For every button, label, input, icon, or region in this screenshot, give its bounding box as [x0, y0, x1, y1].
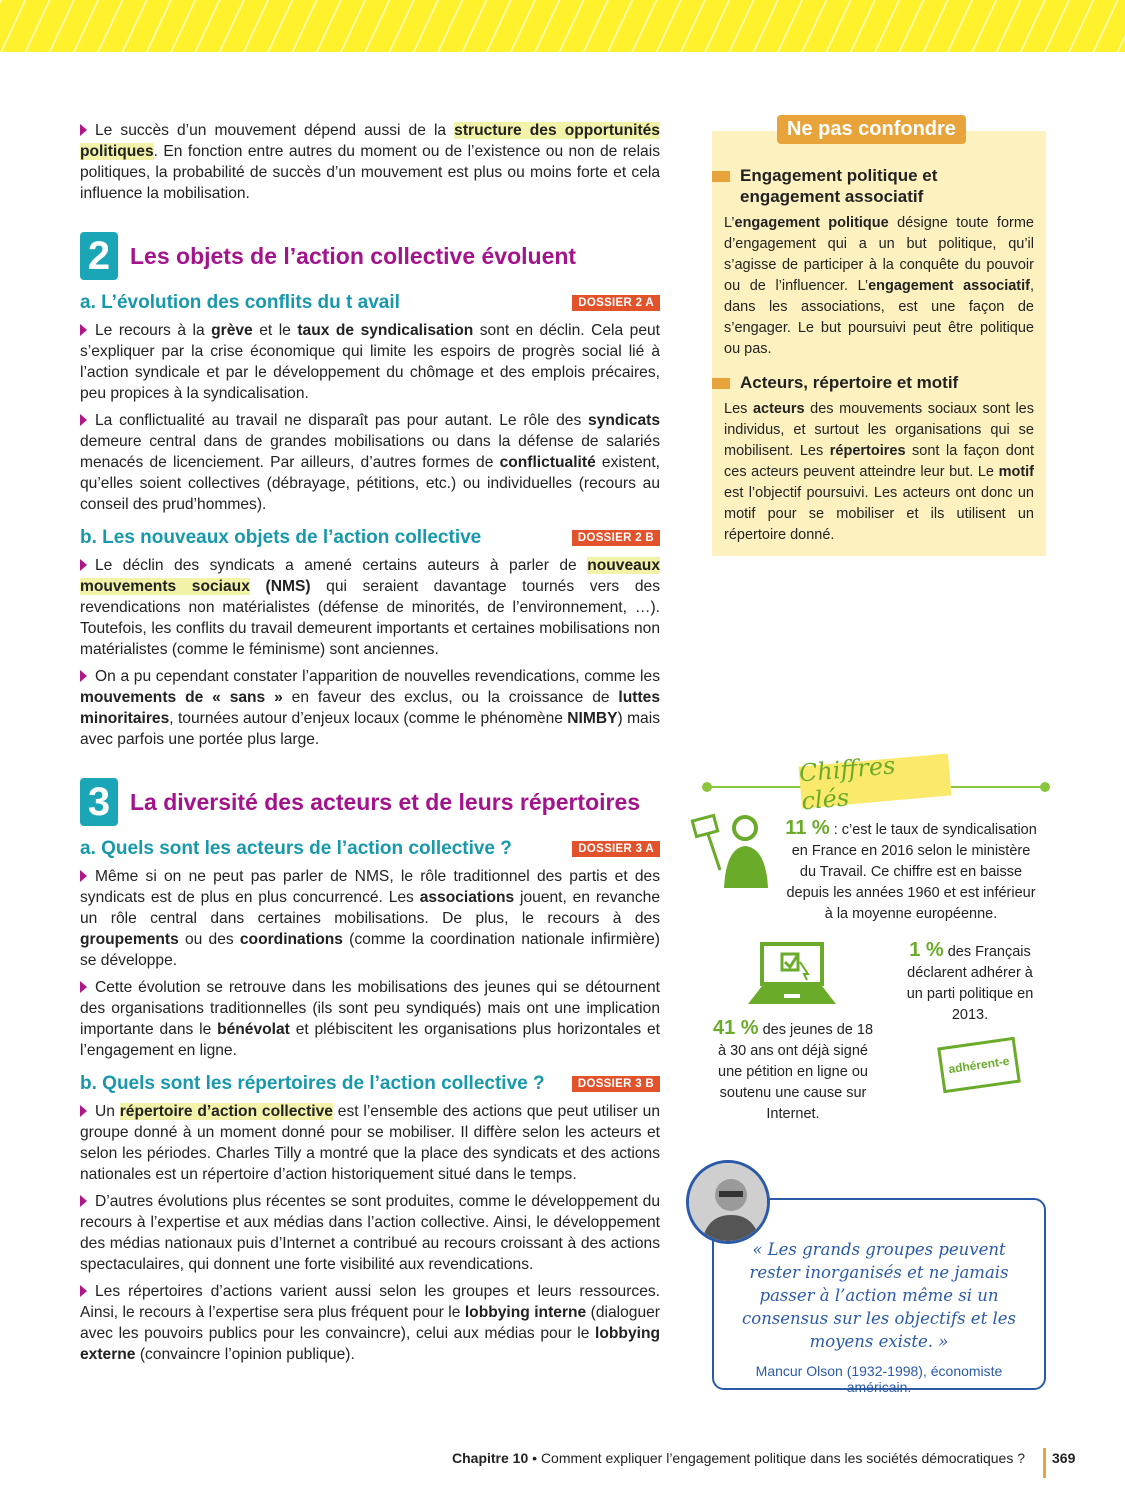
section-3-heading	[80, 778, 660, 826]
quote-box	[712, 1198, 1046, 1395]
top-decorative-band	[0, 0, 1125, 52]
bullet-triangle-icon	[80, 324, 87, 336]
section-number: 2	[80, 232, 118, 280]
highlight-term: nouveaux mouvements sociaux	[80, 557, 660, 595]
box-title-badge: Ne pas confondre	[777, 115, 966, 144]
bullet-triangle-icon	[80, 414, 87, 426]
paragraph: Le déclin des syndicats a amené certains auteurs à parler de nouveaux mouvements sociaux (NMS) qui seraient davantage tournés vers des revendications non matérialistes (défense de minorités, de l’environnement, …). Toutefois, les conflits du travail demeurent importants et certaines mobilisations non matérialistes (comme le féminisme) sont anciennes.	[80, 557, 660, 658]
subsection-title: b. Quels sont les répertoires de l’action collective ?	[80, 1073, 545, 1094]
page-footer	[0, 1448, 1125, 1478]
subsection-title: a. L’évolution des conflits du t avail	[80, 292, 400, 313]
paragraph: Les répertoires d’actions varient aussi selon les groupes et leurs ressources. Ainsi, le recours à l’expertise sera plus fréquent pour le lobbying interne (dialoguer avec les pouvoirs publics pour les convaincre), celui aux médias pour le lobbying externe (convaincre l’opinion publique).	[80, 1283, 660, 1363]
ne-pas-confondre-box	[712, 118, 1046, 556]
paragraph: D’autres évolutions plus récentes se sont produites, comme le développement du recours à l’expertise et aux médias dans l’action collective. Ainsi, le développement des médias nationaux puis d’Internet a contribué au recours croissant à des actions spectaculaires, qui donnent une forte visibilité aux revendications.	[80, 1193, 660, 1273]
box-paragraph: Les acteurs des mouvements sociaux sont les individus, et surtout les organisations qui se mobilisent. Les répertoires sont la façon dont ces acteurs peuvent atteindre leur but. Le motif est l’objectif poursuivi. Les acteurs ont donc un motif pour se mobiliser et ils utilisent un répertoire donné.	[724, 401, 1035, 543]
dossier-badge: DOSSIER 2 B	[572, 530, 660, 546]
footer-divider	[1043, 1448, 1046, 1478]
box-subheading: Acteurs, répertoire et motif	[712, 372, 1034, 393]
paragraph: Même si on ne peut pas parler de NMS, le rôle traditionnel des partis et des syndicats est de plus en plus concurrencé. Les associations jouent, en revanche un rôle central dans certaines mobilisations. De plus, le recours à des groupements ou des coordinations (comme la coordination nationale infirmière) se développe.	[80, 868, 660, 969]
stat-11: 11 % : c’est le taux de syndicalisation en France en 2016 selon le ministère du Travail. Ce chiffre est en baisse depuis les années 1960 et est inférieur à la moyenne européenne.	[785, 817, 1037, 922]
bullet-triangle-icon	[80, 870, 87, 882]
laptop-icon	[744, 940, 840, 1010]
main-column	[80, 120, 660, 1371]
section-title: Les objets de l’action collective évoluent	[130, 242, 577, 269]
author-portrait-icon	[686, 1160, 770, 1244]
section-2-heading	[80, 232, 660, 280]
section-title: La diversité des acteurs et de leurs répertoires	[130, 788, 641, 815]
stat-1: 1 % des Français déclarent adhérer à un parti politique en 2013.	[906, 939, 1034, 1023]
paragraph: On a pu cependant constater l’apparition de nouvelles revendications, comme les mouvements de « sans » en faveur des exclus, ou la croissance de luttes minoritaires, tournées autour d’enjeux locaux (comme le phénomène NIMBY) mais avec parfois une portée plus large.	[80, 668, 661, 748]
bullet-triangle-icon	[80, 670, 87, 682]
adherent-stamp: adhérent-e	[937, 1037, 1021, 1093]
protester-icon	[690, 810, 780, 890]
quote-text: « Les grands groupes peuvent rester inorganisés et ne jamais passer à l’action même si un consensus sur les objectifs et les moyens existe. »	[742, 1240, 1016, 1351]
dossier-badge: DOSSIER 3 A	[572, 841, 660, 857]
page-number: 369	[1052, 1450, 1076, 1466]
dossier-badge: DOSSIER 2 A	[572, 295, 660, 311]
bullet-triangle-icon	[80, 124, 87, 136]
intro-paragraph: Le succès d’un mouvement dépend aussi de la structure des opportunités politiques. En fonction entre autres du moment ou de l’existence ou non de relais politiques, la probabilité de succès d’un mouvement est plus ou moins forte et cela influence la mobilisation.	[80, 122, 660, 202]
bullet-triangle-icon	[80, 559, 87, 571]
subsection-heading	[80, 1073, 660, 1095]
dot-decoration	[1040, 782, 1050, 792]
box-subheading: Engagement politique et engagement associatif	[712, 165, 1034, 207]
subsection-title: b. Les nouveaux objets de l’action collective	[80, 527, 482, 548]
subsection-heading	[80, 527, 660, 549]
square-marker-icon	[712, 378, 730, 389]
paragraph: La conflictualité au travail ne disparaît pas pour autant. Le rôle des syndicats demeure central dans de grandes mobilisations ou dans la défense de salariés menacés de licenciement. Par ailleurs, d’autres formes de conflictualité existent, qu’elles soient collectives (débrayage, pétitions, etc.) ou individuelles (recours au conseil des prud’hommes).	[80, 412, 661, 513]
box-paragraph: L’engagement politique désigne toute forme d’engagement qui a un but politique, qu’il s’agisse de participer à la conquête du pouvoir ou de l’influencer. L’engagement associatif, dans les associations, est une façon de s’engager. Le but poursuivi peut être politique ou pas.	[724, 215, 1035, 357]
bullet-triangle-icon	[80, 1105, 87, 1117]
chiffres-cles-panel	[690, 752, 1046, 1152]
bullet-triangle-icon	[80, 981, 87, 993]
paragraph: Cette évolution se retrouve dans les mobilisations des jeunes qui se détournent des organisations traditionnelles (ils sont peu syndiqués) mais ont une implication importante dans le bénévolat et plébiscitent les organisations plus horizontales et l’engagement en ligne.	[80, 979, 660, 1059]
paragraph: Un répertoire d’action collective est l’ensemble des actions que peut utiliser un groupe donné à un moment donné pour se mobiliser. Il diffère selon les acteurs et selon les périodes. Charles Tilly a montré que la place des syndicats et des actions nationales est un répertoire d’action historiquement situé dans le temps.	[80, 1103, 660, 1183]
stat-41: 41 % des jeunes de 18 à 30 ans ont déjà signé une pétition en ligne ou soutenu une cause sur Internet.	[712, 1017, 874, 1122]
subsection-heading	[80, 838, 660, 860]
chiffres-banner: Chiffres clés	[798, 754, 951, 809]
square-marker-icon	[712, 171, 730, 182]
footer-chapter-line: Chapitre 10 • Comment expliquer l’engagement politique dans les sociétés démocratiques ?	[452, 1450, 1025, 1466]
bullet-triangle-icon	[80, 1195, 87, 1207]
bullet-triangle-icon	[80, 1285, 87, 1297]
paragraph: Le recours à la grève et le taux de syndicalisation sont en déclin. Cela peut s’expliquer par la crise économique qui limite les espoirs de progrès social lié à l’action syndicale et par le développement du chômage et des emplois précaires, peu propices à la syndicalisation.	[80, 322, 661, 402]
dossier-badge: DOSSIER 3 B	[572, 1076, 660, 1092]
highlight-term: répertoire d’action collective	[119, 1103, 333, 1120]
subsection-heading	[80, 292, 660, 314]
quote-author: Mancur Olson (1932-1998), économiste américain.	[755, 1363, 1003, 1395]
subsection-title: a. Quels sont les acteurs de l’action collective ?	[80, 838, 512, 859]
dot-decoration	[702, 782, 712, 792]
highlight-term: structure des opportunités politiques	[80, 122, 660, 160]
section-number: 3	[80, 778, 118, 826]
